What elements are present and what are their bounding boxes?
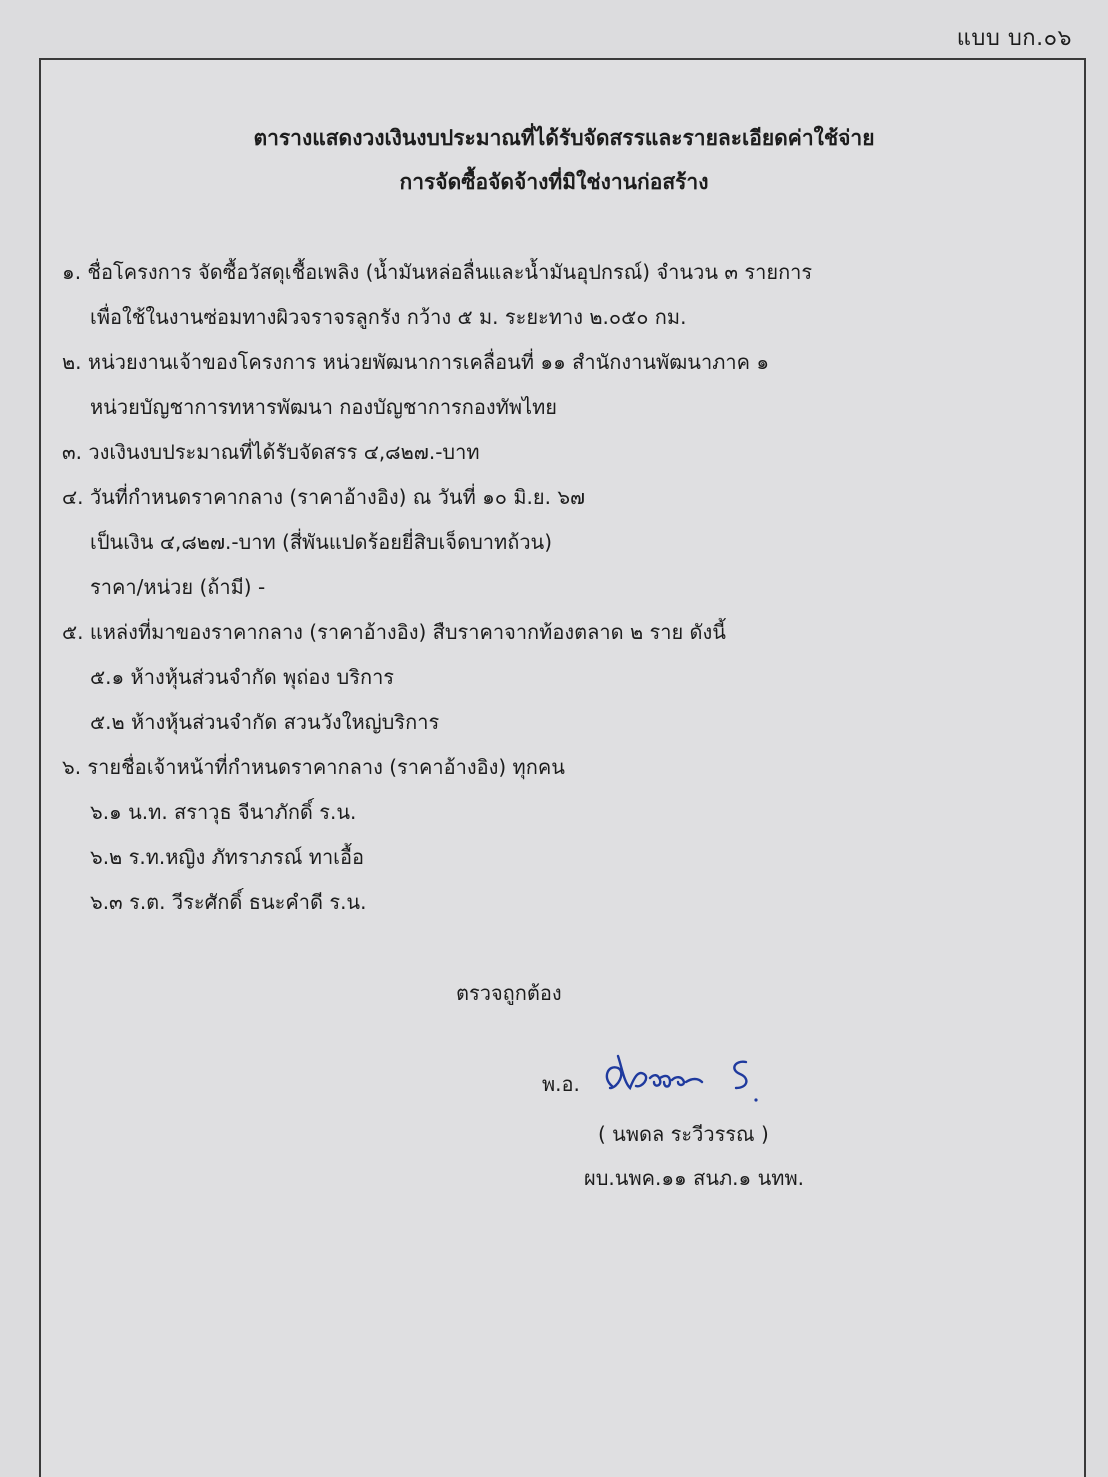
item-5-2: ๕.๒ ห้างหุ้นส่วนจำกัด สวนวังใหญ่บริการ [90, 710, 440, 734]
item-6: ๖. รายชื่อเจ้าหน้าที่กำหนดราคากลาง (ราคาอ้างอิง) ทุกคน [62, 755, 565, 779]
item-6-1: ๖.๑ น.ท. สราวุธ จีนาภักดิ์ ร.น. [90, 800, 357, 824]
item-4-line1: ๔. วันที่กำหนดราคากลาง (ราคาอ้างอิง) ณ วันที่ ๑๐ มิ.ย. ๖๗ [62, 485, 586, 509]
item-6-2: ๖.๒ ร.ท.หญิง ภัทราภรณ์ ทาเอื้อ [90, 845, 365, 869]
signer-rank: พ.อ. [542, 1072, 580, 1096]
document-title-line1: ตารางแสดงวงเงินงบประมาณที่ได้รับจัดสรรและรายละเอียดค่าใช้จ่าย [253, 126, 875, 150]
signer-name: ( นพดล ระวีวรรณ ) [598, 1122, 769, 1146]
signer-position: ผบ.นพค.๑๑ สนภ.๑ นทพ. [584, 1166, 804, 1190]
item-3: ๓. วงเงินงบประมาณที่ได้รับจัดสรร ๔,๘๒๗.-บาท [62, 440, 480, 464]
item-5: ๕. แหล่งที่มาของราคากลาง (ราคาอ้างอิง) สืบราคาจากท้องตลาด ๒ ราย ดังนี้ [62, 620, 726, 644]
item-4-line3: ราคา/หน่วย (ถ้ามี) - [90, 575, 266, 599]
item-6-3: ๖.๓ ร.ต. วีระศักดิ์ ธนะคำดี ร.น. [90, 890, 367, 914]
handwritten-signature [598, 1048, 768, 1108]
item-2-line1: ๒. หน่วยงานเจ้าของโครงการ หน่วยพัฒนาการเคลื่อนที่ ๑๑ สำนักงานพัฒนาภาค ๑ [62, 350, 770, 374]
verify-label: ตรวจถูกต้อง [456, 981, 562, 1005]
form-code: แบบ บก.๐๖ [956, 26, 1072, 51]
document-title-line2: การจัดซื้อจัดจ้างที่มิใช่งานก่อสร้าง [399, 170, 709, 194]
item-1-line1: ๑. ชื่อโครงการ จัดซื้อวัสดุเชื้อเพลิง (น้ำมันหล่อลื่นและน้ำมันอุปกรณ์) จำนวน ๓ รายการ [62, 260, 813, 284]
item-4-line2: เป็นเงิน ๔,๘๒๗.-บาท (สี่พันแปดร้อยยี่สิบเจ็ดบาทถ้วน) [90, 530, 553, 554]
item-5-1: ๕.๑ ห้างหุ้นส่วนจำกัด พุถ่อง บริการ [90, 665, 395, 689]
item-1-line2: เพื่อใช้ในงานซ่อมทางผิวจราจรลูกรัง กว้าง ๕ ม. ระยะทาง ๒.๐๕๐ กม. [90, 305, 687, 329]
item-2-line2: หน่วยบัญชาการทหารพัฒนา กองบัญชาการกองทัพไทย [90, 395, 558, 419]
